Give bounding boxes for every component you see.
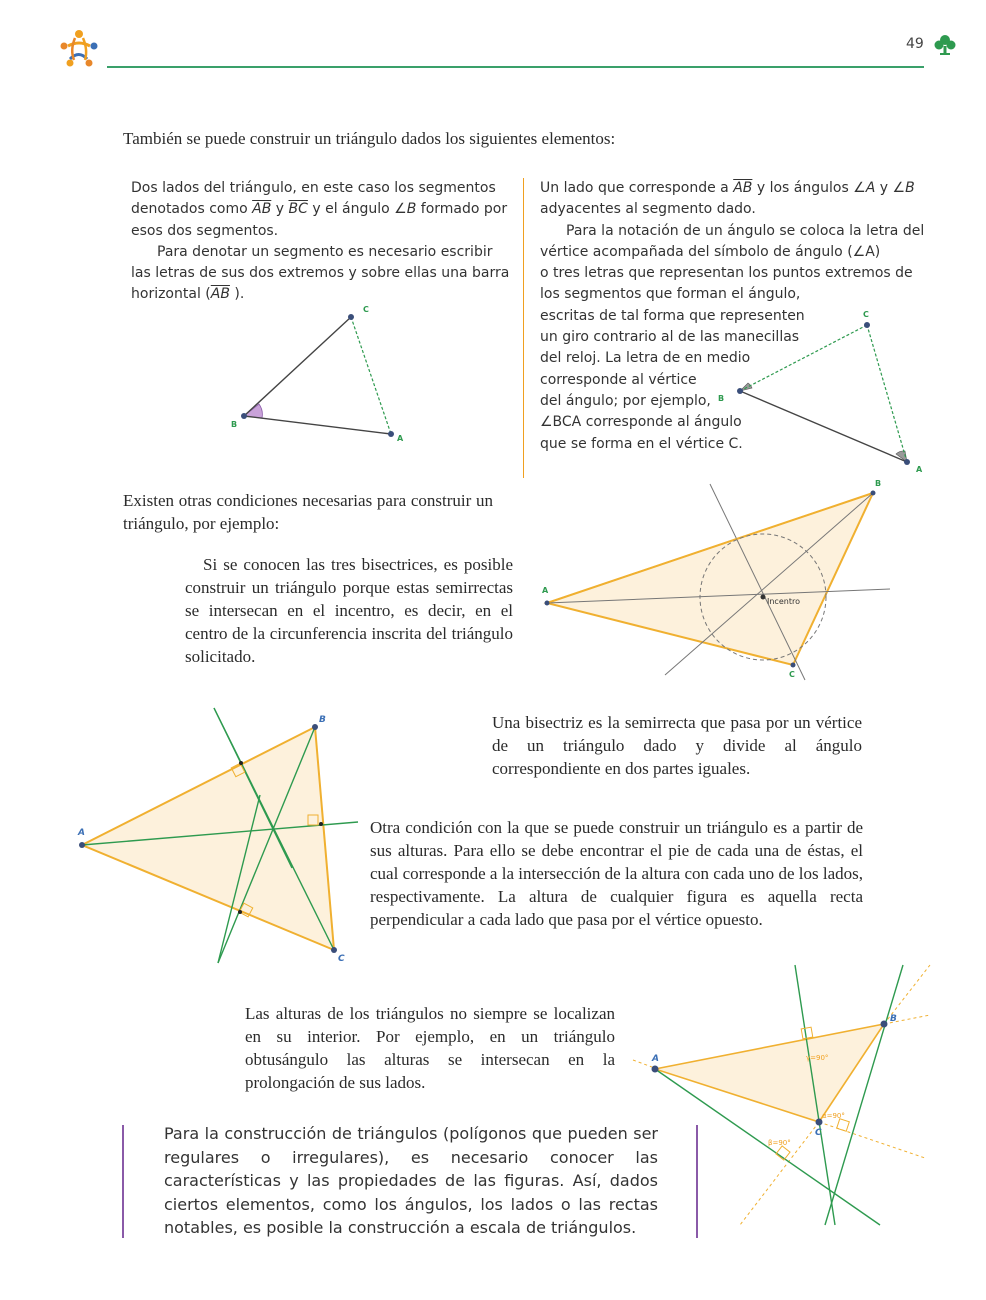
conclusion-right-bar: [696, 1125, 698, 1238]
label-a: A: [542, 586, 549, 595]
obtuse-paragraph: Las alturas de los triángulos no siempre se localizan en su interior. Por ejemplo, en un triángulo obtusángulo las alturas se intersecan en la prolongación de sus lados.: [245, 1004, 615, 1092]
angle-notation-line: Para la notación de un ángulo se coloca la letra del: [566, 222, 925, 239]
text: Para denotar un segmento es necesario escribir las letras de sus dos extremos y sobre ellas una barra horizontal (: [131, 243, 510, 303]
gamma-label: γ=90°: [806, 1054, 829, 1062]
left-column-text: [131, 178, 516, 306]
label-b: B: [890, 1014, 897, 1024]
triangle-side-angles-figure: [710, 305, 930, 475]
text: ).: [229, 286, 245, 303]
segment-bc: $\overline{BC}$: [288, 201, 308, 218]
alpha-label: α=90°: [822, 1112, 845, 1120]
text: y ∠: [875, 180, 906, 196]
beta-label: β=90°: [768, 1139, 791, 1147]
segment-ab: $\overline{AB}$: [210, 286, 230, 303]
intro-heading: También se puede construir un triángulo dados los siguientes elementos:: [123, 129, 616, 148]
angle-notation-line: que se forma en el vértice C.: [540, 435, 743, 452]
angle-notation-line: un giro contrario al de las manecillas: [540, 329, 800, 346]
label-b: B: [875, 479, 882, 488]
segment-ab: $\overline{AB}$: [733, 180, 753, 196]
angle-notation-line: o tres letras que representan los puntos extremos de: [540, 265, 913, 282]
label-c: C: [863, 310, 869, 319]
label-b: B: [231, 420, 238, 429]
bisectrices-paragraph: Si se conocen las tres bisectrices, es posible construir un triángulo porque estas semirrectas se intersecan en el incentro, es decir, en el centro de la circunferencia inscrita del triángulo solicitado.: [185, 555, 513, 666]
label-b: B: [319, 715, 326, 725]
angle-notation-line: ∠BCA corresponde al ángulo: [540, 414, 742, 431]
two-sides-paragraph: [131, 178, 516, 242]
bisectriz-definition: Una bisectriz es la semirrecta que pasa por un vértice de un triángulo dado y divide al ángulo correspondiente en dos partes iguales.: [492, 713, 862, 778]
altitudes-figure: [70, 705, 365, 970]
obtuse-altitudes-figure: [630, 960, 935, 1235]
column-divider: [523, 178, 524, 478]
text: y los ángulos ∠: [752, 180, 866, 196]
header: [0, 0, 986, 80]
text: y el ángulo ∠: [307, 201, 407, 218]
sun-logo-icon: [56, 26, 102, 72]
angle-a: A: [865, 180, 876, 196]
label-a: A: [652, 1054, 659, 1064]
angle-notation-line: vértice acompañada del símbolo de ángulo (∠A): [540, 243, 881, 260]
label-c: C: [363, 305, 369, 314]
angle-b: B: [905, 180, 915, 196]
segment-ab: $\overline{AB}$: [252, 201, 272, 218]
other-conditions-heading: Existen otras condiciones necesarias para construir un triángulo, por ejemplo:: [123, 491, 493, 533]
label-b: B: [718, 394, 725, 403]
label-c: C: [789, 670, 795, 679]
angle-b: B: [406, 201, 417, 218]
altitudes-paragraph: Otra condición con la que se puede construir un triángulo es a partir de sus alturas. Para ello se debe encontrar el pie de cada una de éstas, el cual corresponde a la intersección de la altura con cada uno de los lados, respectivamente. La altura de cualquier figura es aquella recta perpendicular a cada lado que pasa por el vértice opuesto.: [370, 818, 863, 929]
text: formado por esos dos segmentos.: [131, 201, 508, 239]
incenter-figure: [535, 475, 900, 685]
segment-notation-paragraph: [131, 242, 516, 306]
angle-notation-line: del reloj. La letra de en medio: [540, 350, 751, 367]
triangle-two-sides-figure: [225, 300, 415, 450]
conclusion-left-bar: [122, 1125, 124, 1238]
tree-icon: [933, 33, 957, 57]
text: Un lado que corresponde a: [540, 180, 734, 196]
label-c: C: [338, 954, 345, 964]
page-number: 49: [906, 36, 924, 52]
angle-notation-line: del ángulo; por ejemplo,: [540, 392, 711, 409]
incentro-label: Incentro: [767, 597, 800, 606]
angle-notation-line: los segmentos que forman el ángulo,: [540, 286, 801, 303]
label-a: A: [916, 465, 923, 474]
header-rule: [107, 66, 924, 68]
label-c: C: [815, 1128, 822, 1138]
label-a: A: [397, 434, 404, 443]
label-a: A: [78, 828, 85, 838]
text: Dos lados del triángulo, en este caso los segmentos denotados como: [131, 180, 496, 218]
text: y: [271, 201, 289, 218]
angle-notation-line: escritas de tal forma que representen: [540, 307, 805, 324]
side-angles-paragraph: [540, 178, 920, 221]
angle-notation-line: corresponde al vértice: [540, 371, 697, 388]
text: adyacentes al segmento dado.: [540, 201, 756, 218]
conclusion-paragraph: Para la construcción de triángulos (polígonos que pueden ser regulares o irregulares), es necesario conocer las características y las propiedades de las figuras. Así, dados ciertos elementos, como los ángulos, los lados o las rectas notables, es posible la construcción a escala de triángulos.: [164, 1124, 658, 1237]
